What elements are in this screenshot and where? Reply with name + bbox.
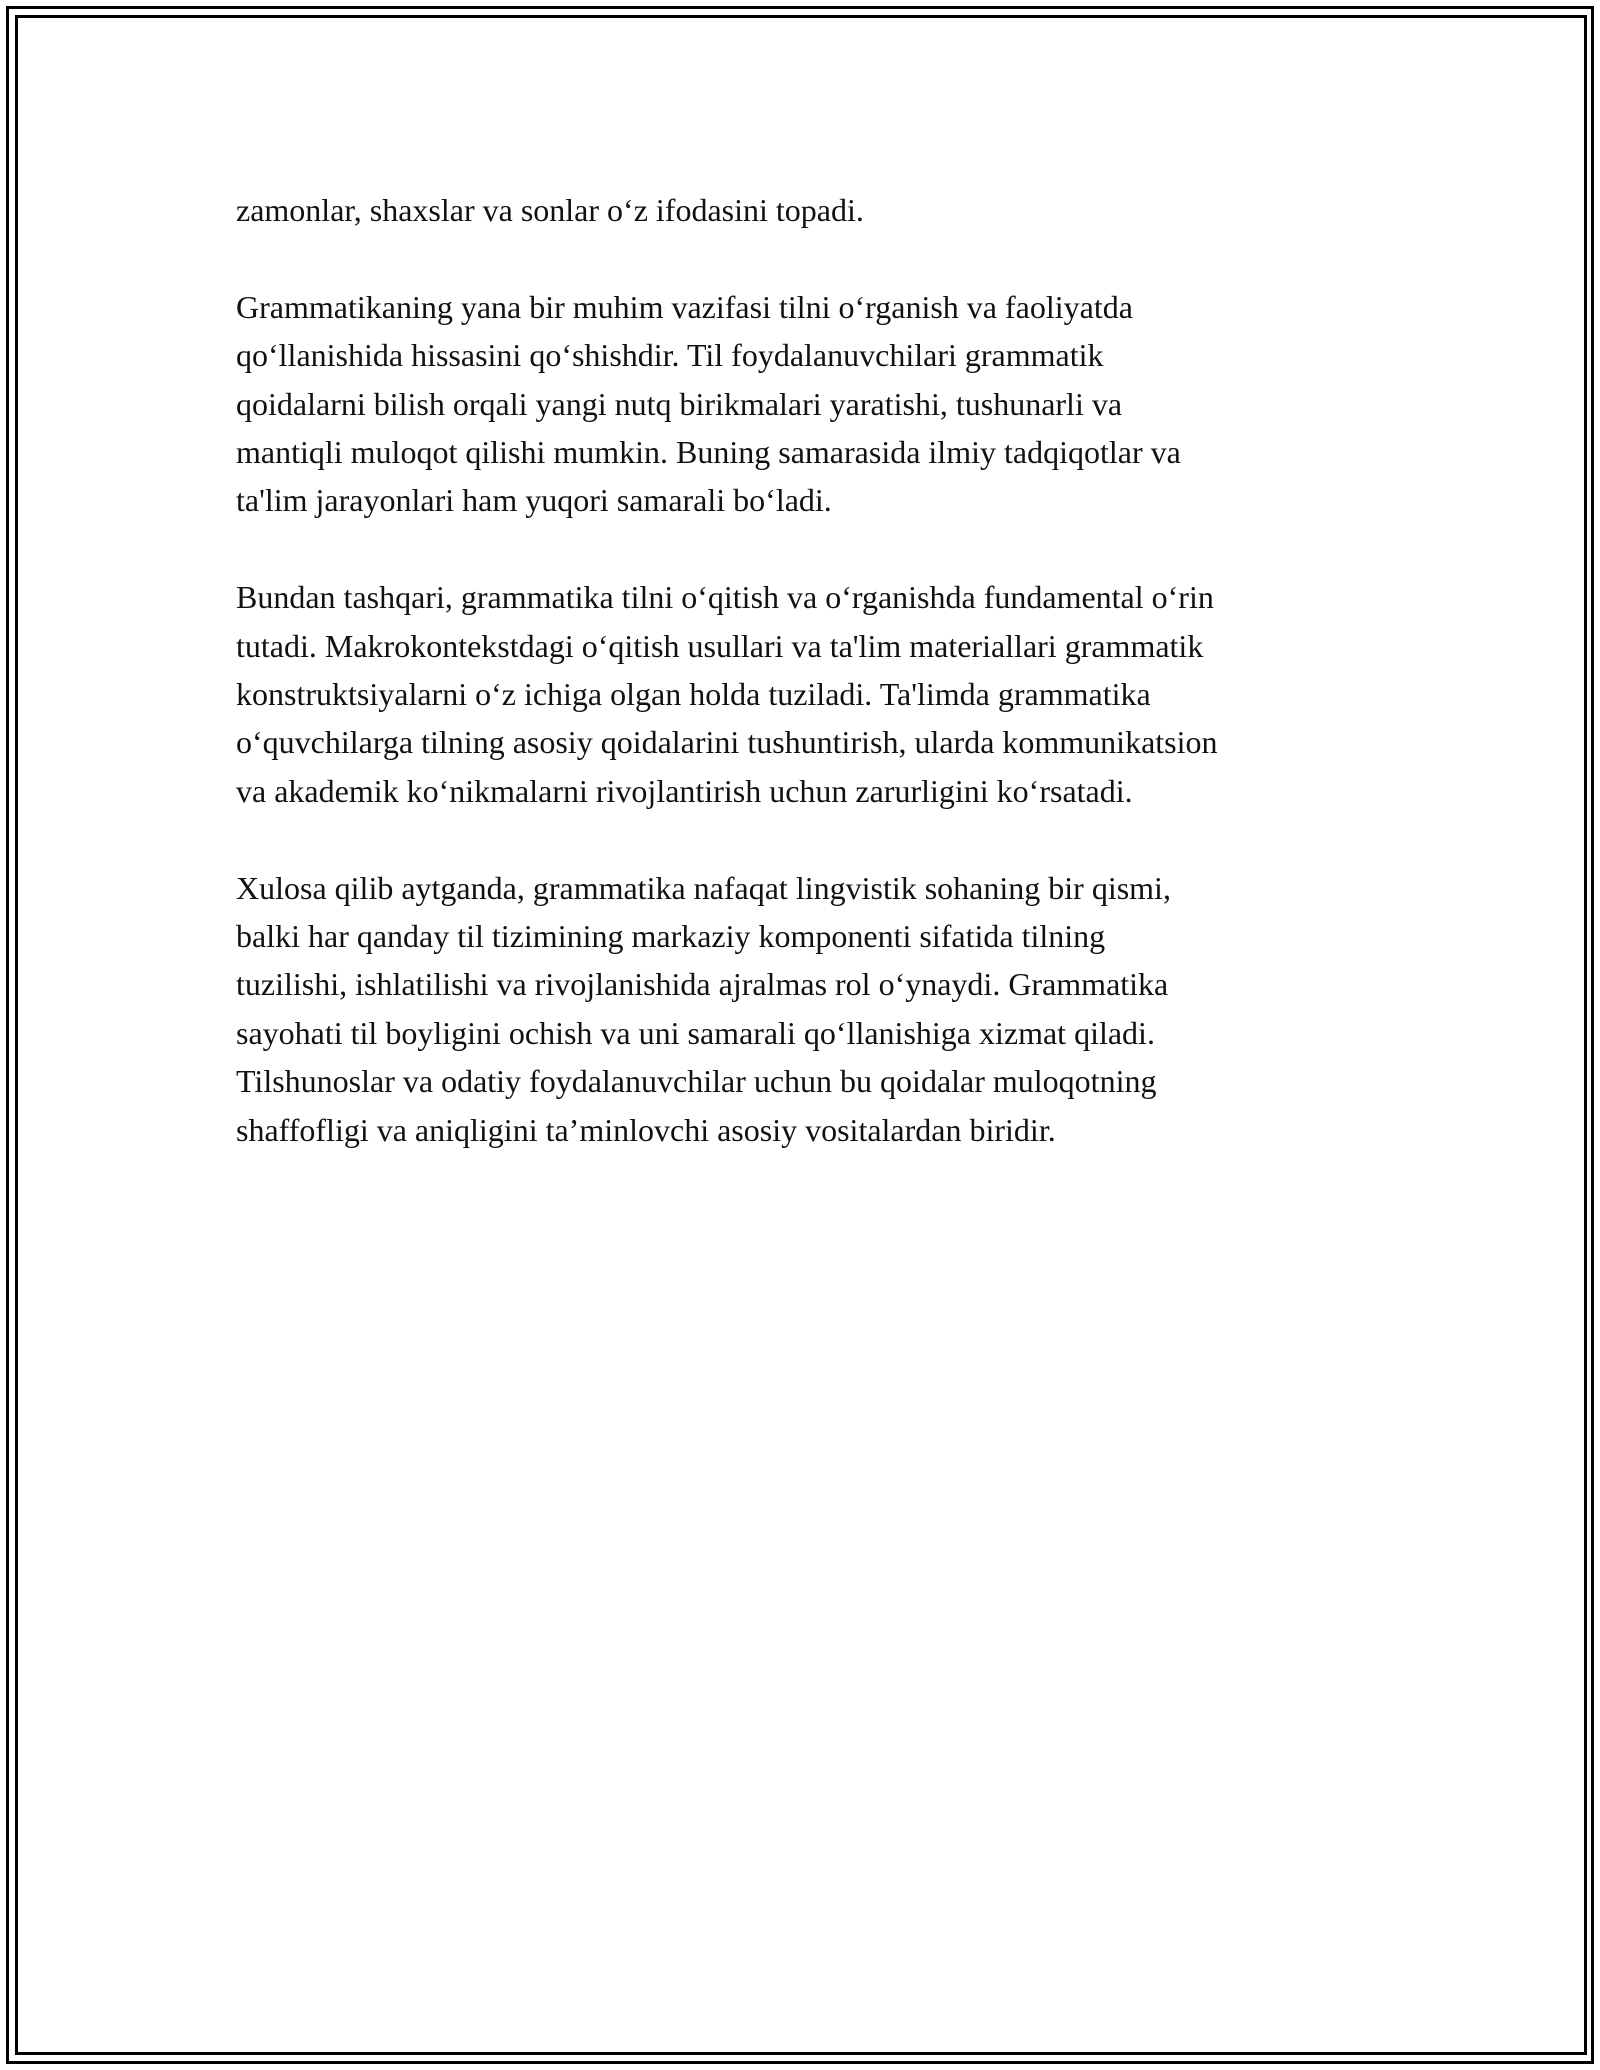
paragraph-4: [236, 864, 1396, 1154]
text-line: o‘quvchilarga tilning asosiy qoidalarini tushuntirish, ularda kommunikatsion: [236, 724, 1218, 761]
text-line: Tilshunoslar va odatiy foydalanuvchilar uchun bu qoidalar muloqotning: [236, 1063, 1157, 1100]
text-line: qoidalarni bilish orqali yangi nutq birikmalari yaratishi, tushunarli va: [236, 385, 1123, 422]
text-line: shaffofligi va aniqligini ta’minlovchi asosiy vositalardan biridir.: [236, 1111, 1056, 1148]
paragraph-1: [236, 186, 1396, 234]
text-line: konstruktsiyalarni o‘z ichiga olgan holda tuziladi. Ta'limda grammatika: [236, 676, 1151, 713]
text-line: zamonlar, shaxslar va sonlar o‘z ifodasini topadi.: [236, 192, 864, 228]
paragraph-2: [236, 283, 1396, 525]
text-line: Xulosa qilib aytganda, grammatika nafaqat lingvistik sohaning bir qismi,: [236, 869, 1171, 906]
text-line: tuzilishi, ishlatilishi va rivojlanishida ajralmas rol o‘ynaydi. Grammatika: [236, 966, 1169, 1003]
paragraph-3: [236, 573, 1396, 815]
text-line: ta'lim jarayonlari ham yuqori samarali bo‘ladi.: [236, 482, 832, 519]
text-line: Bundan tashqari, grammatika tilni o‘qitish va o‘rganishda fundamental o‘rin: [236, 579, 1214, 616]
text-line: tutadi. Makrokontekstdagi o‘qitish usullari va ta'lim materiallari grammatik: [236, 627, 1204, 664]
text-line: qo‘llanishida hissasini qo‘shishdir. Til foydalanuvchilari grammatik: [236, 337, 1104, 374]
text-line: balki har qanday til tizimining markaziy komponenti sifatida tilning: [236, 918, 1106, 955]
text-line: sayohati til boyligini ochish va uni samarali qo‘llanishiga xizmat qiladi.: [236, 1014, 1155, 1051]
text-line: mantiqli muloqot qilishi mumkin. Buning samarasida ilmiy tadqiqotlar va: [236, 434, 1181, 471]
text-line: Grammatikaning yana bir muhim vazifasi tilni o‘rganish va faoliyatda: [236, 288, 1133, 325]
text-line: va akademik ko‘nikmalarni rivojlantirish uchun zarurligini ko‘rsatadi.: [236, 772, 1133, 809]
document-body: [236, 186, 1396, 1202]
